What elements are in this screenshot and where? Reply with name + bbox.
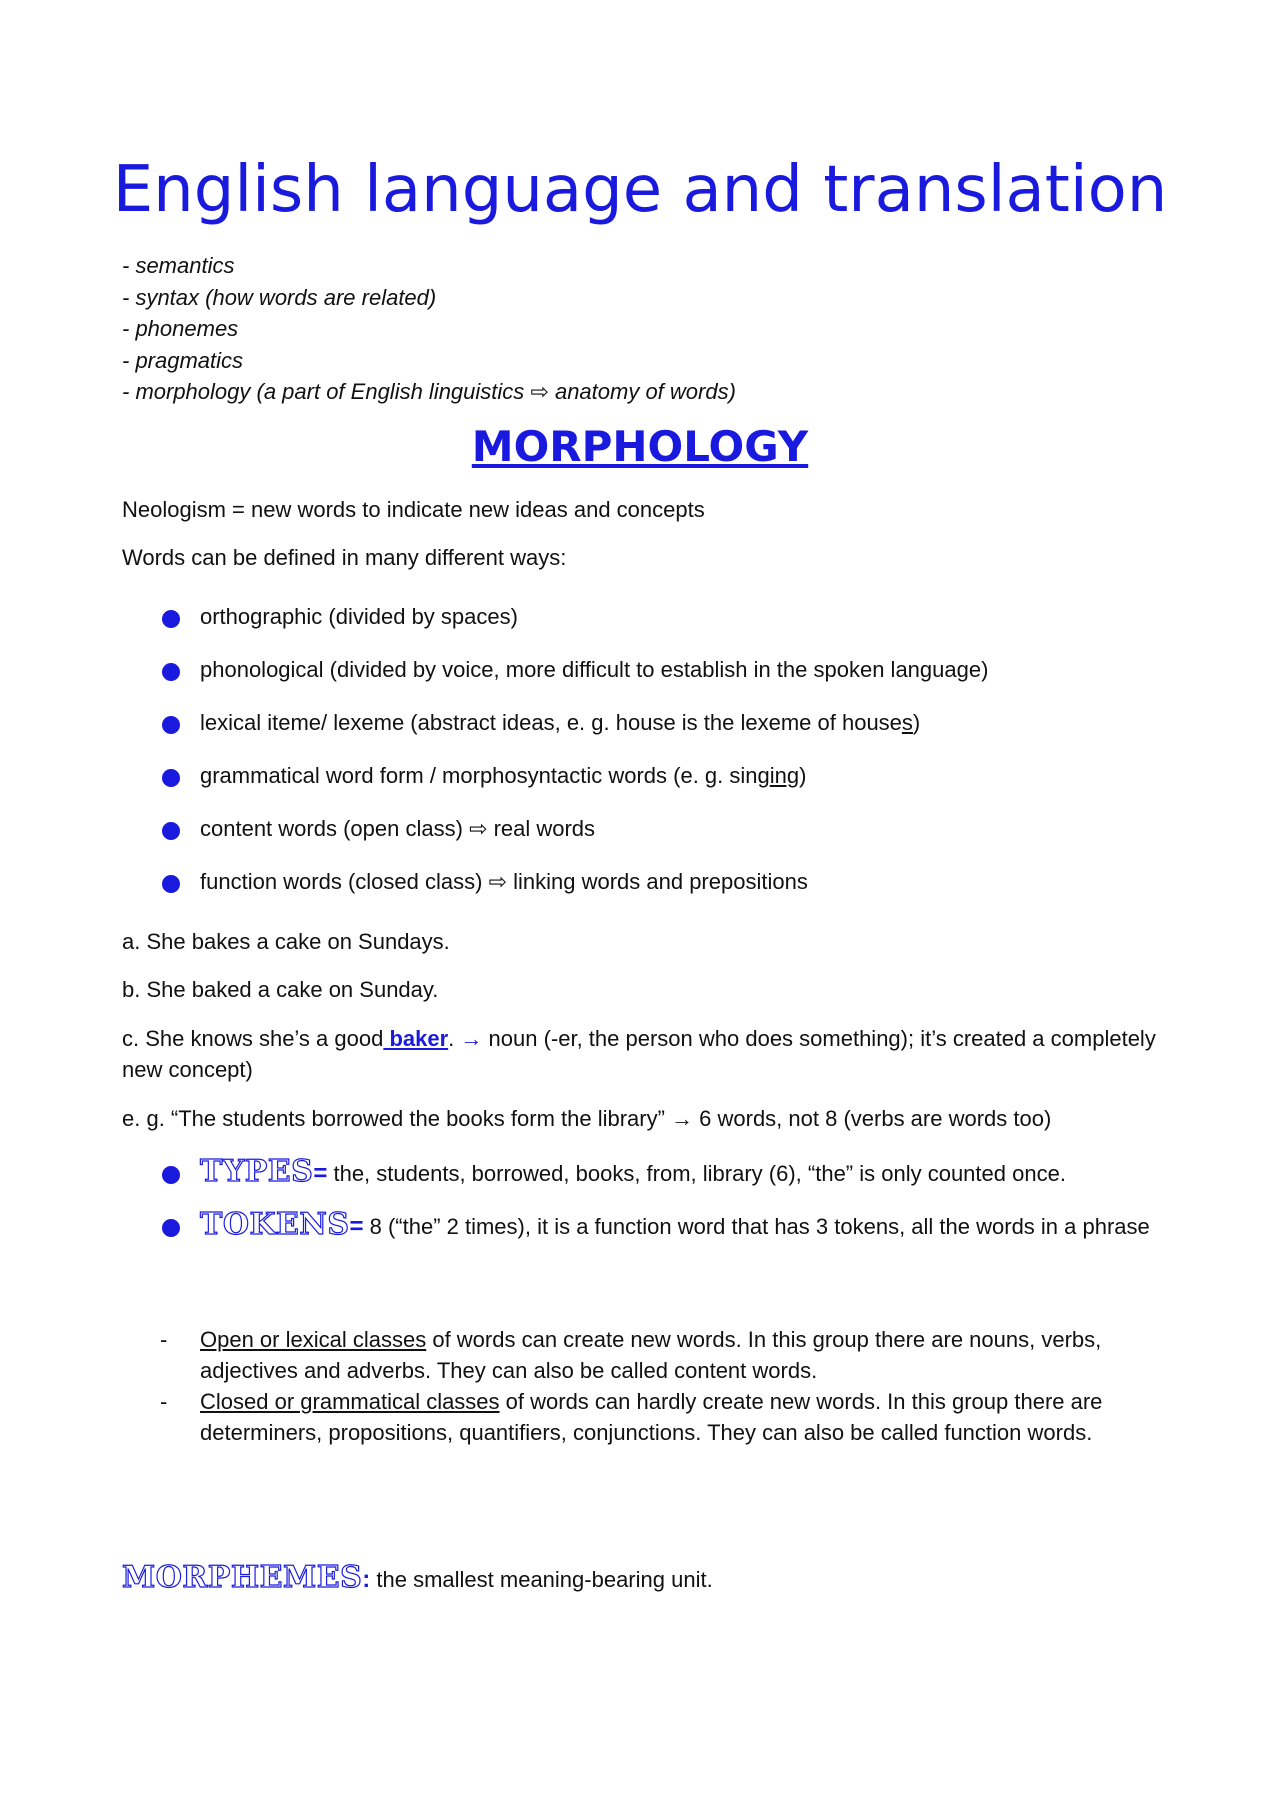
topic-item: - syntax (how words are related)	[122, 284, 437, 310]
list-item-text: orthographic (divided by spaces)	[200, 604, 518, 629]
types-definition: the, students, borrowed, books, from, library (6), “the” is only counted once.	[327, 1161, 1066, 1186]
example-c-continued: new concept)	[122, 1057, 253, 1082]
arrow-right-icon: →	[454, 1026, 483, 1051]
document-page: English language and translation - semantics - syntax (how words are related) - phonemes - pragmatics - morphology (a part of English linguistics ⇨ anatomy of words) MORPHOLOGY Neologism = new words to indicate new ideas and concepts Words can be defined in many different ways: orthographic (divided by spaces) phonological (divided by voice, more difficult to establish in the spoken language) lexical iteme/ lexeme (abstract ideas, e. g. house is the lexeme of houses) grammatical word form / morphosyntactic words (e. g. singing) content words (open class) ⇨ real words function words (closed class) ⇨ linking words and prepositions a. She bakes a cake on Sundays. b. She baked a cake on Sunday. c. She knows she’s a good baker. → noun (-er, the person who does something); it’s created a completely new concept) e. g. “The students borrowed the books form the library” → 6 words, not 8 (verbs are words too) TYPES= the, students, borrowed, books, from, library (6), “the” is only counted once. TOKENS= 8 (“the” 2 times), it is a function word that has 3 tokens, all the words in a phrase - Open or lexical classes of words can create new words. In this group there are nouns, verbs, adjectives and adverbs. They can also be called content words. - Closed or grammatical classes of words can hardly create new words. In this group there are determiners, propositions, quantifiers, conjunctions. They can also be called function words. MORPHEMES: the smallest meaning-bearing unit.	[0, 0, 1280, 1811]
example-c: c. She knows she’s a good baker. → noun (-er, the person who does something); it’s created a completely	[122, 1026, 1156, 1051]
list-item-text: function words (closed class) ⇨ linking words and prepositions	[200, 869, 808, 894]
open-classes-term: Open or lexical classes	[200, 1327, 427, 1352]
tokens-definition: 8 (“the” 2 times), it is a function word that has 3 tokens, all the words in a phrase	[363, 1214, 1150, 1239]
bullet-dot-icon	[162, 1166, 180, 1184]
topic-item: - morphology (a part of English linguistics ⇨ anatomy of words)	[122, 379, 736, 404]
list-item-text: lexical iteme/ lexeme (abstract ideas, e. g. house is the lexeme of houses)	[200, 710, 921, 735]
neologism-paragraph: Neologism = new words to indicate new ideas and concepts	[122, 497, 705, 522]
morphemes-definition: MORPHEMES: the smallest meaning-bearing unit.	[122, 1560, 713, 1595]
bullet-dot-icon	[162, 822, 180, 840]
topic-item: - semantics	[122, 253, 235, 278]
bullet-dot-icon	[162, 663, 180, 681]
closed-classes-term: Closed or grammatical classes	[200, 1389, 500, 1414]
page-title: English language and translation	[112, 153, 1168, 227]
morphology-heading: MORPHOLOGY	[471, 422, 809, 471]
bullet-dot-icon	[162, 1219, 180, 1237]
morphemes-label: MORPHEMES	[122, 1560, 363, 1595]
topics-list	[122, 250, 736, 408]
classes-list	[160, 1324, 1110, 1448]
tokens-label: TOKENS	[200, 1207, 350, 1242]
list-item: - Closed or grammatical classes of words can hardly create new words. In this group there are determiners, propositions, quantifiers, conjunctions. They can also be called function words.	[160, 1389, 1103, 1445]
example-e: e. g. “The students borrowed the books form the library” → 6 words, not 8 (verbs are words too)	[122, 1106, 1052, 1131]
bullet-dot-icon	[162, 769, 180, 787]
bullet-dot-icon	[162, 875, 180, 893]
topic-item: - pragmatics	[122, 347, 244, 373]
example-a: a. She bakes a cake on Sundays.	[122, 929, 450, 954]
example-b: b. She baked a cake on Sunday.	[122, 977, 439, 1002]
list-item-text: grammatical word form / morphosyntactic words (e. g. singing)	[200, 763, 807, 788]
list-item: - Open or lexical classes of words can create new words. In this group there are nouns, verbs, adjectives and adverbs. They can also be called content words.	[160, 1327, 1102, 1383]
types-label: TYPES	[200, 1154, 314, 1189]
baker-link[interactable]: baker	[383, 1026, 449, 1051]
bullet-dot-icon	[162, 716, 180, 734]
list-item-text: content words (open class) ⇨ real words	[200, 816, 596, 841]
list-item-text: phonological (divided by voice, more difficult to establish in the spoken language)	[200, 657, 989, 682]
words-intro-paragraph: Words can be defined in many different ways:	[122, 545, 567, 570]
topic-item: - phonemes	[122, 316, 239, 341]
bullet-dot-icon	[162, 610, 180, 628]
